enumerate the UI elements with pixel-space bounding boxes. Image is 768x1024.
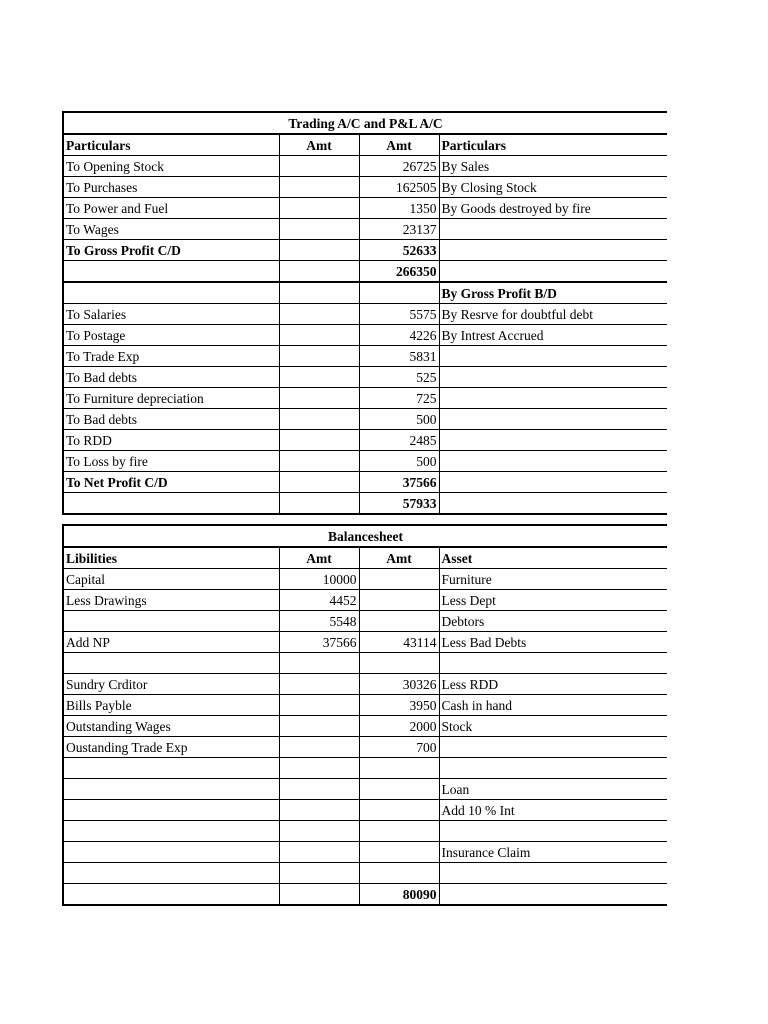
cell-asset[interactable]: Less Bad Debts <box>439 632 667 653</box>
trading-pl-table <box>62 111 667 515</box>
cell-asset[interactable] <box>439 863 667 884</box>
cell-amt-2[interactable] <box>359 842 439 863</box>
cell-amt-1[interactable] <box>279 472 359 493</box>
cell-amt-2[interactable]: 2485 <box>359 430 439 451</box>
table-row <box>63 472 667 493</box>
table-row <box>63 325 667 346</box>
cell-amt-1[interactable] <box>279 779 359 800</box>
cell-amt-1[interactable] <box>279 282 359 304</box>
cell-amt-2[interactable] <box>359 653 439 674</box>
cell-amt-1[interactable] <box>279 493 359 515</box>
table-row <box>63 282 667 304</box>
cell-amt-1[interactable] <box>279 800 359 821</box>
cell-amt-2[interactable]: 80090 <box>359 884 439 906</box>
cell-amt-2[interactable]: 3950 <box>359 695 439 716</box>
cell-amt-2[interactable]: 23137 <box>359 219 439 240</box>
cell-amt-2[interactable]: 30326 <box>359 674 439 695</box>
header-amt-2[interactable]: Amt <box>359 134 439 156</box>
cell-particulars-left[interactable]: To Wages <box>63 219 279 240</box>
table-title[interactable]: Trading A/C and P&L A/C <box>63 112 667 134</box>
cell-asset[interactable]: Debtors <box>439 611 667 632</box>
cell-particulars-right[interactable]: By Resrve for doubtful debt <box>439 304 667 325</box>
cell-particulars-left[interactable]: To Furniture depreciation <box>63 388 279 409</box>
cell-particulars-right[interactable] <box>439 430 667 451</box>
cell-particulars-left[interactable]: To Loss by fire <box>63 451 279 472</box>
cell-asset[interactable] <box>439 758 667 779</box>
header-row <box>63 134 667 156</box>
table-row <box>63 884 667 906</box>
balance-sheet-table <box>62 524 667 906</box>
cell-particulars-left[interactable]: To Net Profit C/D <box>63 472 279 493</box>
cell-liabilities[interactable]: Oustanding Trade Exp <box>63 737 279 758</box>
cell-liabilities[interactable]: Bills Payble <box>63 695 279 716</box>
cell-liabilities[interactable] <box>63 863 279 884</box>
cell-liabilities[interactable] <box>63 800 279 821</box>
header-row <box>63 547 667 569</box>
cell-particulars-left[interactable]: To Postage <box>63 325 279 346</box>
table-row <box>63 821 667 842</box>
cell-asset[interactable] <box>439 737 667 758</box>
cell-amt-2[interactable] <box>359 611 439 632</box>
cell-particulars-right[interactable] <box>439 451 667 472</box>
table-row <box>63 430 667 451</box>
cell-amt-2[interactable]: 725 <box>359 388 439 409</box>
cell-amt-1[interactable] <box>279 758 359 779</box>
cell-asset[interactable]: Stock <box>439 716 667 737</box>
table-row <box>63 695 667 716</box>
cell-particulars-right[interactable]: By Intrest Accrued <box>439 325 667 346</box>
table-row <box>63 198 667 219</box>
cell-amt-1[interactable] <box>279 737 359 758</box>
cell-amt-2[interactable]: 5831 <box>359 346 439 367</box>
cell-amt-1[interactable] <box>279 884 359 906</box>
cell-asset[interactable] <box>439 653 667 674</box>
cell-liabilities[interactable]: Capital <box>63 569 279 590</box>
cell-amt-1[interactable]: 10000 <box>279 569 359 590</box>
cell-amt-1[interactable] <box>279 674 359 695</box>
cell-amt-1[interactable] <box>279 346 359 367</box>
cell-amt-2[interactable]: 162505 <box>359 177 439 198</box>
cell-amt-2[interactable]: 4226 <box>359 325 439 346</box>
cell-asset[interactable] <box>439 821 667 842</box>
cell-liabilities[interactable] <box>63 821 279 842</box>
cell-particulars-left[interactable]: To Power and Fuel <box>63 198 279 219</box>
cell-amt-1[interactable]: 37566 <box>279 632 359 653</box>
cell-amt-1[interactable] <box>279 451 359 472</box>
header-amt-1[interactable]: Amt <box>279 547 359 569</box>
cell-particulars-left[interactable] <box>63 261 279 283</box>
cell-amt-2[interactable]: 43114 <box>359 632 439 653</box>
cell-asset[interactable]: Loan <box>439 779 667 800</box>
cell-particulars-right[interactable] <box>439 367 667 388</box>
cell-amt-2[interactable]: 26725 <box>359 156 439 177</box>
cell-amt-2[interactable]: 1350 <box>359 198 439 219</box>
cell-amt-1[interactable] <box>279 367 359 388</box>
cell-amt-1[interactable] <box>279 842 359 863</box>
cell-particulars-left[interactable]: To Gross Profit C/D <box>63 240 279 261</box>
cell-liabilities[interactable]: Sundry Crditor <box>63 674 279 695</box>
table-row <box>63 611 667 632</box>
cell-amt-2[interactable] <box>359 800 439 821</box>
cell-amt-2[interactable] <box>359 590 439 611</box>
cell-amt-2[interactable]: 37566 <box>359 472 439 493</box>
cell-particulars-left[interactable]: To Purchases <box>63 177 279 198</box>
header-particulars-right[interactable]: Particulars <box>439 134 667 156</box>
table-row <box>63 758 667 779</box>
cell-particulars-left[interactable]: To Opening Stock <box>63 156 279 177</box>
cell-asset[interactable]: Cash in hand <box>439 695 667 716</box>
table-row <box>63 842 667 863</box>
cell-amt-1[interactable] <box>279 240 359 261</box>
table-row <box>63 240 667 261</box>
cell-particulars-left[interactable]: To Bad debts <box>63 367 279 388</box>
cell-particulars-right[interactable] <box>439 493 667 515</box>
cell-amt-1[interactable] <box>279 219 359 240</box>
table-row <box>63 261 667 283</box>
cell-amt-2[interactable]: 5575 <box>359 304 439 325</box>
cell-amt-1[interactable] <box>279 198 359 219</box>
cell-liabilities[interactable] <box>63 779 279 800</box>
table-row <box>63 409 667 430</box>
cell-asset[interactable]: Less Dept <box>439 590 667 611</box>
table-row <box>63 367 667 388</box>
cell-amt-1[interactable] <box>279 177 359 198</box>
cell-particulars-right[interactable] <box>439 261 667 283</box>
cell-amt-2[interactable]: 700 <box>359 737 439 758</box>
cell-particulars-right[interactable]: By Gross Profit B/D <box>439 282 667 304</box>
cell-amt-1[interactable] <box>279 653 359 674</box>
table-row <box>63 653 667 674</box>
cell-amt-1[interactable] <box>279 325 359 346</box>
cell-amt-2[interactable] <box>359 569 439 590</box>
cell-asset[interactable]: Furniture <box>439 569 667 590</box>
table-row <box>63 716 667 737</box>
table-row <box>63 346 667 367</box>
cell-amt-1[interactable] <box>279 409 359 430</box>
table-title[interactable]: Balancesheet <box>63 525 667 547</box>
table-row <box>63 304 667 325</box>
table-row <box>63 590 667 611</box>
cell-liabilities[interactable] <box>63 884 279 906</box>
cell-amt-1[interactable] <box>279 261 359 283</box>
table-row <box>63 388 667 409</box>
cell-asset[interactable]: Add 10 % Int <box>439 800 667 821</box>
cell-amt-1[interactable] <box>279 156 359 177</box>
cell-amt-2[interactable] <box>359 779 439 800</box>
table-row <box>63 674 667 695</box>
cell-particulars-right[interactable] <box>439 346 667 367</box>
table-row <box>63 177 667 198</box>
cell-liabilities[interactable] <box>63 758 279 779</box>
table-row <box>63 800 667 821</box>
cell-liabilities[interactable] <box>63 611 279 632</box>
cell-amt-2[interactable]: 525 <box>359 367 439 388</box>
cell-amt-2[interactable] <box>359 863 439 884</box>
cell-amt-1[interactable] <box>279 821 359 842</box>
cell-particulars-right[interactable] <box>439 240 667 261</box>
header-amt-2[interactable]: Amt <box>359 547 439 569</box>
table-title-row <box>63 525 667 547</box>
cell-amt-2[interactable]: 52633 <box>359 240 439 261</box>
header-particulars-left[interactable]: Particulars <box>63 134 279 156</box>
header-asset[interactable]: Asset <box>439 547 667 569</box>
cell-particulars-left[interactable]: To RDD <box>63 430 279 451</box>
cell-amt-1[interactable] <box>279 863 359 884</box>
cell-particulars-right[interactable]: By Goods destroyed by fire <box>439 198 667 219</box>
cell-amt-1[interactable]: 5548 <box>279 611 359 632</box>
cell-amt-1[interactable] <box>279 430 359 451</box>
cell-particulars-right[interactable] <box>439 388 667 409</box>
cell-amt-1[interactable] <box>279 695 359 716</box>
table-row <box>63 493 667 515</box>
cell-amt-1[interactable] <box>279 716 359 737</box>
cell-asset[interactable]: Less RDD <box>439 674 667 695</box>
cell-amt-2[interactable] <box>359 758 439 779</box>
cell-amt-1[interactable] <box>279 388 359 409</box>
cell-liabilities[interactable]: Outstanding Wages <box>63 716 279 737</box>
cell-particulars-right[interactable]: By Closing Stock <box>439 177 667 198</box>
table-row <box>63 863 667 884</box>
cell-asset[interactable] <box>439 884 667 906</box>
cell-liabilities[interactable] <box>63 842 279 863</box>
cell-liabilities[interactable] <box>63 653 279 674</box>
header-liabilities[interactable]: Libilities <box>63 547 279 569</box>
table-row <box>63 632 667 653</box>
cell-particulars-right[interactable]: By Sales <box>439 156 667 177</box>
table-row <box>63 737 667 758</box>
cell-particulars-left[interactable] <box>63 282 279 304</box>
cell-particulars-left[interactable]: To Bad debts <box>63 409 279 430</box>
cell-particulars-right[interactable] <box>439 472 667 493</box>
cell-amt-2[interactable] <box>359 282 439 304</box>
table-title-row <box>63 112 667 134</box>
cell-liabilities[interactable]: Less Drawings <box>63 590 279 611</box>
cell-amt-1[interactable]: 4452 <box>279 590 359 611</box>
table-row <box>63 219 667 240</box>
table-row <box>63 569 667 590</box>
cell-particulars-left[interactable]: To Trade Exp <box>63 346 279 367</box>
cell-particulars-left[interactable]: To Salaries <box>63 304 279 325</box>
cell-particulars-left[interactable] <box>63 493 279 515</box>
cell-amt-2[interactable]: 266350 <box>359 261 439 283</box>
header-amt-1[interactable]: Amt <box>279 134 359 156</box>
table-row <box>63 779 667 800</box>
cell-particulars-right[interactable] <box>439 219 667 240</box>
cell-amt-2[interactable] <box>359 821 439 842</box>
cell-asset[interactable]: Insurance Claim <box>439 842 667 863</box>
table-row <box>63 156 667 177</box>
cell-amt-1[interactable] <box>279 304 359 325</box>
cell-amt-2[interactable]: 57933 <box>359 493 439 515</box>
cell-amt-2[interactable]: 500 <box>359 451 439 472</box>
cell-amt-2[interactable]: 500 <box>359 409 439 430</box>
table-row <box>63 451 667 472</box>
cell-amt-2[interactable]: 2000 <box>359 716 439 737</box>
cell-liabilities[interactable]: Add NP <box>63 632 279 653</box>
cell-particulars-right[interactable] <box>439 409 667 430</box>
